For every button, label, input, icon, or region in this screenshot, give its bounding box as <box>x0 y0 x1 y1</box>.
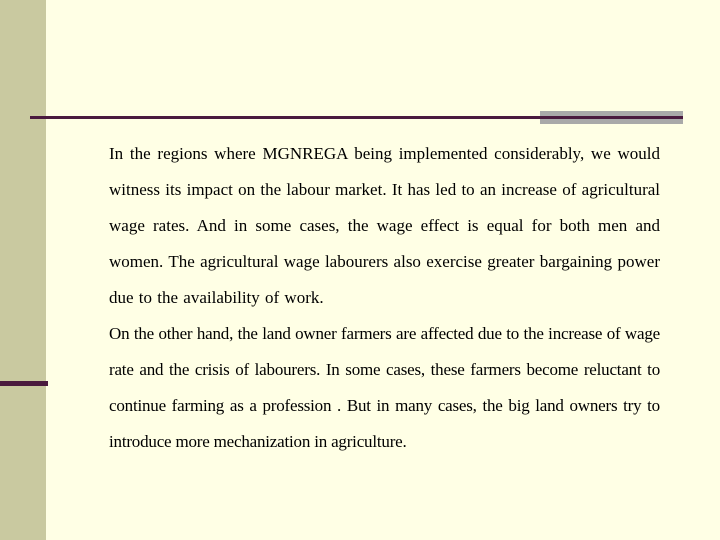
left-decorative-band <box>0 0 46 540</box>
body-paragraph-2: On the other hand, the land owner farmers are affected due to the increase of wage rate and the crisis of labourers. In some cases, these farmers become reluctant to continue farming as a profession . But in many cases, the big land owners try to introduce more mechanization in agriculture. <box>109 324 660 451</box>
left-accent-bar <box>0 381 48 386</box>
title-divider-line <box>30 116 542 119</box>
divider-accent-line <box>540 116 683 119</box>
body-paragraph-1: In the regions where MGNREGA being implemented considerably, we would witness its impact on the labour market. It has led to an increase of agricultural wage rates. And in some cases, the wage effect is equal for both men and women. The agricultural wage labourers also exercise greater bargaining power due to the availability of work. <box>109 144 660 307</box>
slide-body <box>109 136 660 460</box>
